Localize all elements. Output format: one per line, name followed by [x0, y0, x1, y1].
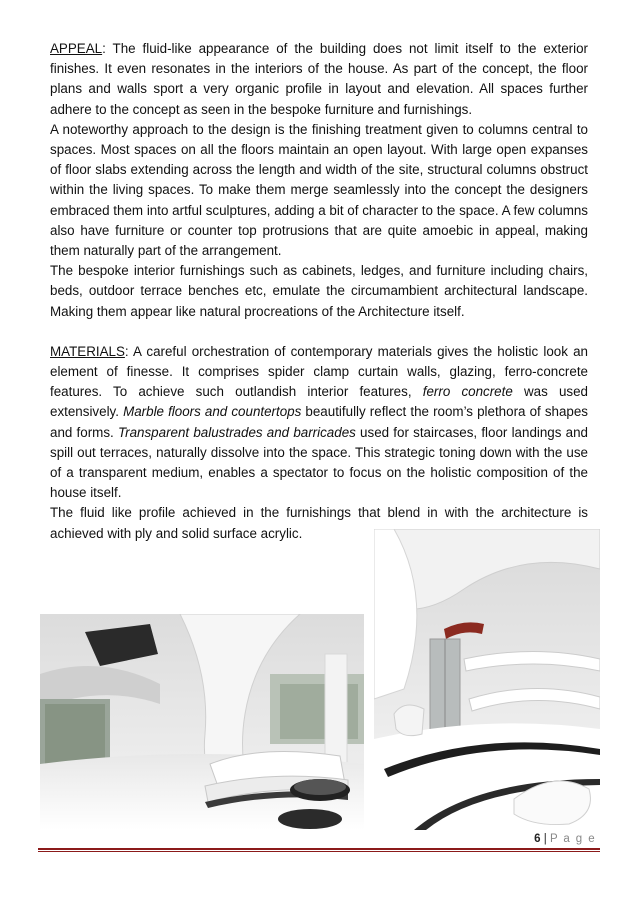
- materials-text-2: was used extensively.: [50, 384, 589, 420]
- materials-em-marble: Marble floors and countertops: [123, 404, 302, 420]
- footer-rule-thick: [38, 848, 600, 850]
- page-label: P a g e: [549, 833, 596, 845]
- footer-rule-thin: [38, 851, 600, 852]
- footer-separator: |: [540, 833, 550, 845]
- atrium-illustration: [374, 529, 600, 830]
- furnishings-paragraph: The bespoke interior furnishings such as cabinets, ledges, and furniture including chairs, beds, outdoor terrace benches etc, emulate the circumambient architectural landscape. Making them appear like natural procreations of the Architecture itself.: [50, 263, 588, 319]
- page-number: 6: [534, 833, 541, 845]
- appeal-heading: APPEAL: [50, 41, 103, 56]
- document-body: [50, 39, 588, 544]
- appeal-paragraph: [50, 39, 588, 120]
- materials-text-1: : A careful orchestration of contemporary materials gives the holistic look an element of finesse. It comprises spider clamp curtain walls, glazing, ferro-concrete features. To achieve such outlandish interior features,: [50, 343, 588, 400]
- paragraph-gap: [50, 322, 588, 342]
- fluid-paragraph: The fluid like profile achieved in the furnishings that blend in with the architecture is achieved with ply and solid surface acrylic.: [50, 505, 588, 541]
- living-room-illustration: [40, 614, 364, 830]
- materials-text-3: beautifully reflect the room’s plethora of shapes and forms.: [50, 404, 589, 440]
- page-footer: [534, 833, 596, 845]
- materials-em-balustrades: Transparent balustrades and barricades: [117, 424, 356, 440]
- atrium-photo: [374, 529, 600, 830]
- materials-paragraph: [50, 342, 588, 504]
- materials-text-4: used for staircases, floor landings and spill out terraces, naturally dissolve into the space. This strategic toning down with the use of a transparent medium, enables a spectator to focus on the holistic composition of the house itself.: [50, 424, 588, 501]
- materials-heading: MATERIALS: [50, 343, 125, 359]
- columns-paragraph: A noteworthy approach to the design is the finishing treatment given to columns central to spaces. Most spaces on all the floors maintain an open layout. With large open expanses of floor slabs extending across the length and width of the site, structural columns obstruct within the living spaces. To make them merge seamlessly into the concept the designers embraced them into artful sculptures, adding a bit of character to the space. A few columns also have furniture or counter top protrusions that are quite amoebic in appeal, making them naturally part of the arrangement.: [50, 121, 588, 259]
- living-room-photo: [40, 614, 364, 830]
- materials-em-ferro: ferro concrete: [422, 384, 513, 400]
- appeal-text: : The fluid-like appearance of the building does not limit itself to the exterior finishes. It even resonates in the interiors of the house. As part of the concept, the floor plans and walls sport a very organic profile in layout and elevation. All spaces further adhere to the concept as seen in the bespoke furniture and furnishings.: [50, 41, 588, 117]
